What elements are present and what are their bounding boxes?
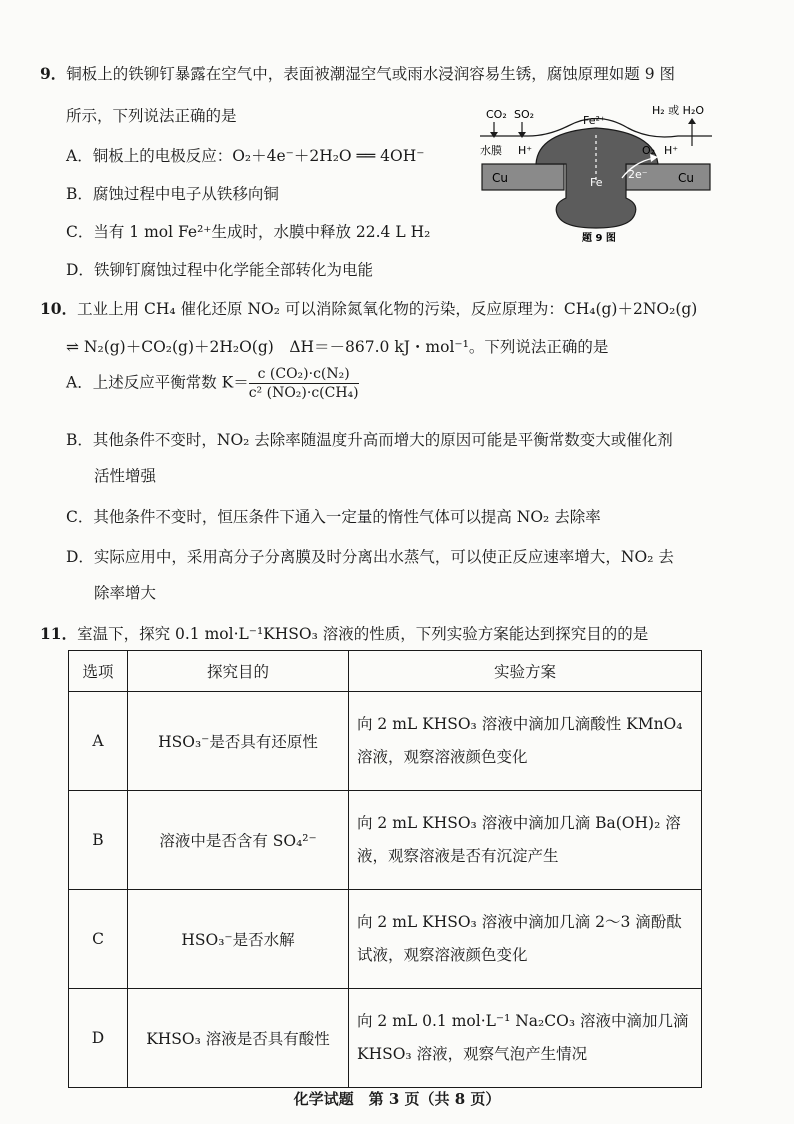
- row-purpose: KHSO₃ 溶液是否具有酸性: [128, 989, 349, 1088]
- header-option: 选项: [69, 651, 128, 692]
- table-row: [69, 890, 702, 989]
- label-so2: SO₂: [514, 108, 535, 121]
- row-option: D: [69, 989, 128, 1088]
- q9-option-b-label: B．: [66, 185, 93, 203]
- q9-option-c: [66, 220, 430, 242]
- q10-number: 10．: [40, 299, 78, 318]
- row-plan: 向 2 mL KHSO₃ 溶液中滴加几滴 Ba(OH)₂ 溶液，观察溶液是否有沉淀产生: [349, 791, 702, 890]
- q9-option-d-text: 铁铆钉腐蚀过程中化学能全部转化为电能: [93, 261, 373, 279]
- h2-arrow-head: [688, 118, 696, 124]
- row-purpose: HSO₃⁻是否水解: [128, 890, 349, 989]
- q10-option-b-line1: B．其他条件不变时，NO₂ 去除率随温度升高而增大的原因可能是平衡常数变大或催化剂: [66, 431, 673, 449]
- label-o2: O₂: [642, 144, 656, 157]
- q10-option-d-line1: D．实际应用中，采用高分子分离膜及时分离出水蒸气，可以使正反应速率增大，NO₂ 去: [66, 548, 674, 566]
- header-purpose: 探究目的: [128, 651, 349, 692]
- fraction-numerator: c (CO₂)·c(N₂): [249, 366, 359, 384]
- table-row: [69, 791, 702, 890]
- label-fe2plus: Fe²⁺: [583, 114, 606, 127]
- co2-arrow-head: [490, 132, 498, 138]
- label-co2: CO₂: [486, 108, 507, 121]
- equilibrium-constant-fraction: [249, 366, 359, 401]
- q9-option-b-text: 腐蚀过程中电子从铁移向铜: [92, 185, 279, 203]
- q9-option-a-label: A．: [66, 147, 93, 165]
- q11-number: 11．: [40, 624, 78, 643]
- row-plan: 向 2 mL 0.1 mol·L⁻¹ Na₂CO₃ 溶液中滴加几滴 KHSO₃ 溶液，观察气泡产生情况: [349, 989, 702, 1088]
- q9-option-c-label: C．: [66, 223, 94, 241]
- table-header-row: [69, 651, 702, 692]
- so2-arrow-head: [518, 132, 526, 138]
- q10-stem-line1: [40, 297, 697, 319]
- q11-stem-text: 室温下，探究 0.1 mol·L⁻¹KHSO₃ 溶液的性质，下列实验方案能达到探究目的的是: [77, 625, 649, 643]
- row-option: B: [69, 791, 128, 890]
- label-electron: 2e⁻: [628, 168, 648, 181]
- table-row: [69, 692, 702, 791]
- corrosion-diagram: [478, 100, 714, 242]
- q10-option-a: [66, 366, 359, 401]
- label-cu-right: Cu: [678, 171, 694, 185]
- page-footer: 化学试题 第 3 页（共 8 页）: [293, 1090, 501, 1108]
- table-row: [69, 989, 702, 1088]
- q11-stem: [40, 622, 648, 644]
- label-fe: Fe: [590, 176, 603, 189]
- row-plan: 向 2 mL KHSO₃ 溶液中滴加几滴酸性 KMnO₄ 溶液，观察溶液颜色变化: [349, 692, 702, 791]
- q10-option-a-prefix: A．上述反应平衡常数 K＝: [66, 373, 249, 392]
- q10-stem-text1: 工业上用 CH₄ 催化还原 NO₂ 可以消除氮氧化物的污染，反应原理为：CH₄(g)＋2NO₂(g): [77, 300, 698, 318]
- row-option: A: [69, 692, 128, 791]
- q9-stem-line1: [40, 62, 675, 84]
- row-purpose: HSO₃⁻是否具有还原性: [128, 692, 349, 791]
- q9-stem-text1: 铜板上的铁铆钉暴露在空气中，表面被潮湿空气或雨水浸润容易生锈，腐蚀原理如题 9 图: [66, 65, 676, 83]
- label-h2-or-h2o: H₂ 或 H₂O: [652, 104, 705, 117]
- q10-option-b-line2: 活性增强: [94, 467, 157, 485]
- q10-stem-line2: ⇌ N₂(g)＋CO₂(g)＋2H₂O(g) ΔH＝－867.0 kJ・mol⁻¹。下列说法正确的是: [66, 338, 609, 356]
- q9-option-c-text: 当有 1 mol Fe²⁺生成时，水膜中释放 22.4 L H₂: [93, 223, 431, 241]
- fraction-denominator: c² (NO₂)·c(CH₄): [248, 385, 359, 401]
- q10-option-c: C．其他条件不变时，恒压条件下通入一定量的惰性气体可以提高 NO₂ 去除率: [66, 508, 601, 526]
- label-cu-left: Cu: [492, 171, 508, 185]
- experiment-table: [68, 650, 702, 1088]
- row-option: C: [69, 890, 128, 989]
- label-h-plus-right: H⁺: [664, 144, 679, 157]
- label-water-film: 水膜: [480, 144, 502, 157]
- q9-option-b: [66, 182, 279, 204]
- q9-number: 9．: [40, 64, 67, 83]
- figure-caption: 题 9 图: [582, 233, 616, 242]
- q9-stem-line2: 所示，下列说法正确的是: [66, 107, 237, 125]
- q9-option-a-text: 铜板上的电极反应：O₂＋4e⁻＋2H₂O ══ 4OH⁻: [92, 147, 425, 165]
- row-purpose: 溶液中是否含有 SO₄²⁻: [128, 791, 349, 890]
- q9-option-d: [66, 258, 373, 280]
- q9-option-d-label: D．: [66, 261, 94, 279]
- q10-option-d-line2: 除率增大: [94, 584, 157, 602]
- label-h-plus-left: H⁺: [518, 144, 533, 157]
- row-plan: 向 2 mL KHSO₃ 溶液中滴加几滴 2～3 滴酚酞试液，观察溶液颜色变化: [349, 890, 702, 989]
- header-plan: 实验方案: [349, 651, 702, 692]
- q9-option-a: [66, 144, 424, 166]
